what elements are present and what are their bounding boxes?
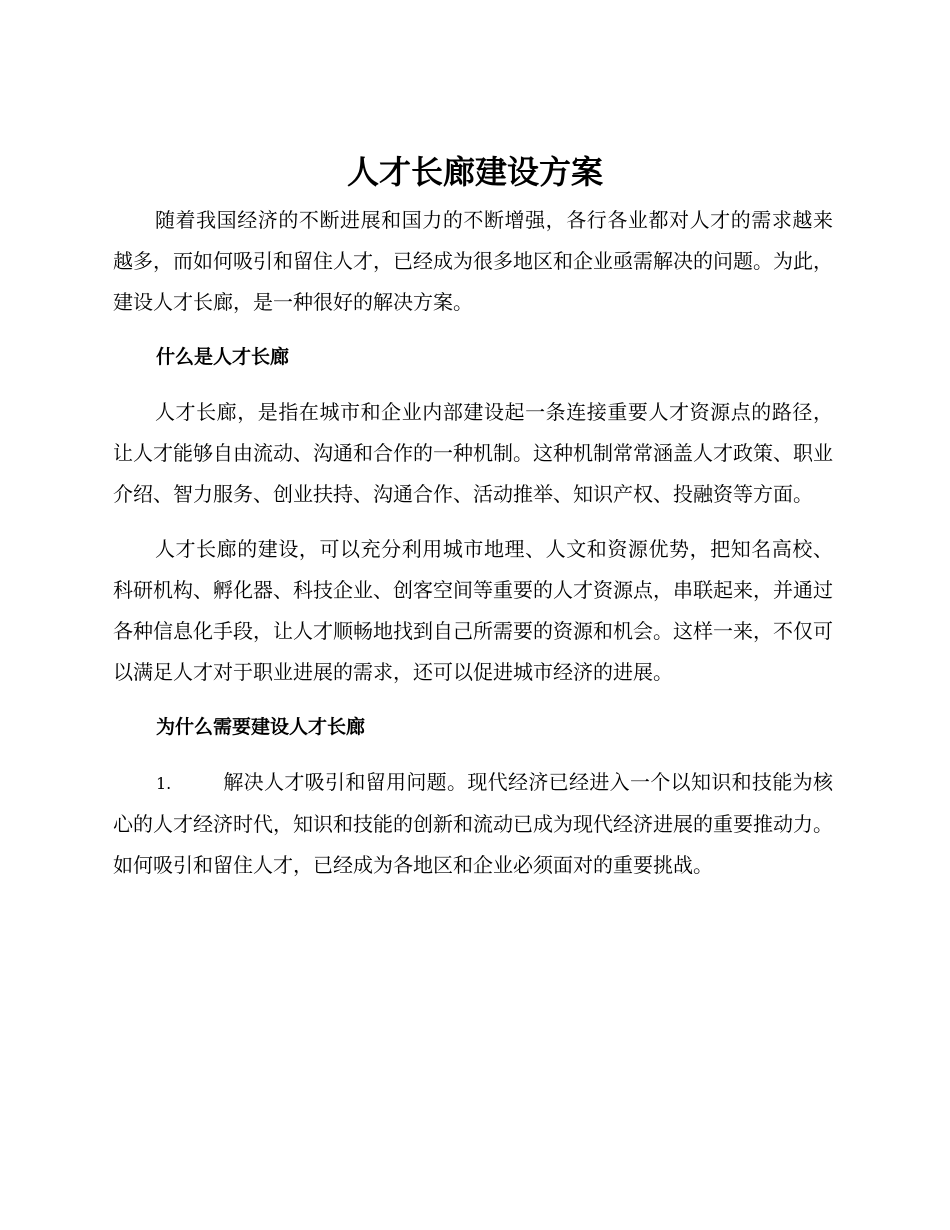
intro-paragraph: 随着我国经济的不断进展和国力的不断增强，各行各业都对人才的需求越来越多，而如何吸引和留住人才，已经成为很多地区和企业亟需解决的问题。为此，建设人才长廊，是一种很好的解决方案。 bbox=[113, 208, 833, 314]
section1-paragraph: 人才长廊的建设，可以充分利用城市地理、人文和资源优势，把知名高校、科研机构、孵化器、科技企业、创客空间等重要的人才资源点，串联起来，并通过各种信息化手段，让人才顺畅地找到自己所需要的资源和机会。这样一来，不仅可以满足人才对于职业进展的需求，还可以促进城市经济的进展。 bbox=[113, 537, 833, 684]
list-item-text: 解决人才吸引和留用问题。现代经济已经进入一个以知识和技能为核心的人才经济时代，知识和技能的创新和流动已成为现代经济进展的重要推动力。如何吸引和留住人才，已经成为各地区和企业必须面对的重要挑战。 bbox=[113, 770, 833, 877]
section-heading-why: 为什么需要建设人才长廊 bbox=[156, 716, 366, 738]
section1-paragraph: 人才长廊，是指在城市和企业内部建设起一条连接重要人才资源点的路径，让人才能够自由流动、沟通和合作的一种机制。这种机制常常涵盖人才政策、职业介绍、智力服务、创业扶持、沟通合作、活动推举、知识产权、投融资等方面。 bbox=[113, 400, 833, 506]
numbered-list-item bbox=[113, 762, 833, 886]
document-title: 人才长廊建设方案 bbox=[346, 153, 603, 191]
section-heading-what-is: 什么是人才长廊 bbox=[156, 346, 290, 368]
document-body bbox=[113, 200, 833, 886]
list-item-number: 1. bbox=[156, 774, 172, 793]
